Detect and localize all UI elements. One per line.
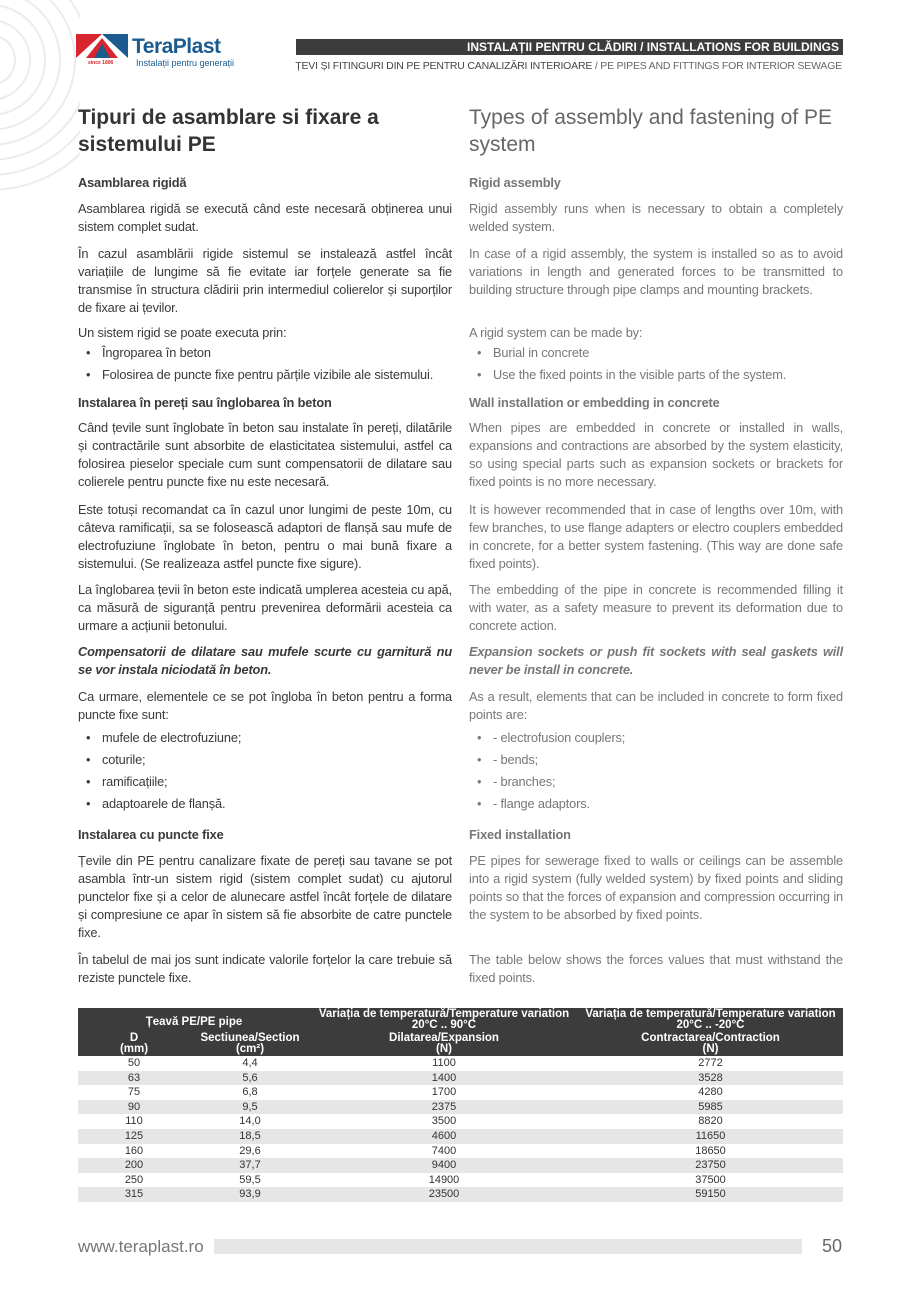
paragraph: Asamblarea rigidă se execută când este necesară obținerea unui sistem complet sudat. [78, 201, 452, 234]
brand-name: TeraPlast [132, 35, 221, 58]
cell-expansion: 3500 [431, 1115, 457, 1128]
page-title-en: Types of assembly and fastening of PE system [469, 106, 833, 156]
list-item: • Folosirea de puncte fixe pentru părțile vizibile ale sistemului. [78, 364, 452, 386]
bullet-list [78, 727, 452, 815]
list-item: • ramificațiile; [78, 771, 452, 793]
cell-section: 59,5 [239, 1173, 261, 1186]
paragraph: In case of a rigid assembly, the system is installed so as to avoid variations in length and generated forces to be transmitted to building structure through pipe clamps and mounting brackets. [469, 246, 843, 297]
decorative-arcs [0, 0, 80, 200]
paragraph: The table below shows the forces values that must withstand the fixed points. [469, 952, 843, 985]
table-row [78, 1071, 843, 1086]
cell-diameter: 50 [127, 1057, 141, 1069]
page-title-ro: Tipuri de asamblare si fixare a sistemului PE [78, 106, 379, 156]
subtitle-en: / PE PIPES AND FITTINGS FOR INTERIOR SEWAGE [592, 60, 842, 72]
table-row [78, 1100, 843, 1115]
header-text: D [129, 1032, 139, 1044]
cell-diameter: 200 [78, 1158, 190, 1173]
header-section [190, 1032, 310, 1056]
header-temp-contraction [578, 1008, 843, 1032]
bullet-list [78, 342, 452, 386]
list-item: • coturile; [78, 749, 452, 771]
header-unit: (mm) [119, 1043, 149, 1055]
header-temp-expansion [310, 1008, 578, 1032]
subheading-rigid-ro: Asamblarea rigidă [78, 175, 187, 190]
cell-section: 6,8 [242, 1086, 258, 1099]
warning-note: Compensatorii de dilatare sau mufele scurte cu garnitură nu se vor instala niciodată în beton. [78, 644, 452, 677]
cell-expansion: 23500 [310, 1187, 578, 1202]
subheading-rigid-en: Rigid assembly [469, 175, 561, 190]
list-item: • - flange adaptors. [469, 793, 843, 815]
paragraph: În tabelul de mai jos sunt indicate valorile forțelor la care trebuie să reziste punctele fixe. [78, 952, 452, 985]
paragraph: În cazul asamblării rigide sistemul se instalează astfel încât variațiile de lungime să fie evitate iar forțele generate sa fie transmise în structura clădirii prin intermediul colierelor și suporților de fixare ai țevilor. [78, 246, 452, 315]
list-item: • adaptoarele de flanșă. [78, 793, 452, 815]
list-item: • - electrofusion couplers; [469, 727, 843, 749]
footer-bar [214, 1239, 802, 1254]
table-row [78, 1158, 843, 1173]
header-expansion [310, 1032, 578, 1056]
cell-diameter: 160 [124, 1144, 144, 1157]
list-item: • - branches; [469, 771, 843, 793]
cell-expansion: 1100 [432, 1057, 456, 1069]
cell-section: 37,7 [190, 1158, 310, 1173]
cell-section: 5,6 [190, 1071, 310, 1086]
paragraph: Ca urmare, elementele ce se pot îngloba în beton pentru a forma puncte fixe sunt: [78, 689, 452, 722]
header-unit: (N) [702, 1043, 719, 1055]
list-item: • Îngroparea în beton [78, 342, 452, 364]
cell-contraction: 8820 [698, 1115, 723, 1128]
cell-expansion: 9400 [310, 1158, 578, 1173]
page-number: 50 [822, 1236, 843, 1256]
bullet-list [469, 342, 843, 386]
logo-since: since 1896 [88, 60, 114, 66]
paragraph: PE pipes for sewerage fixed to walls or ceilings can be assemble into a rigid system (fully welded system) by fixed points and sliding points so that the forces of expansion and compression occurring in the system to be absorbed by fixed points. [469, 853, 843, 922]
subheading-fixed-en: Fixed installation [469, 827, 571, 842]
table-row [78, 1114, 843, 1129]
cell-contraction: 4280 [698, 1086, 723, 1099]
header-unit: (cm²) [235, 1043, 265, 1055]
header-text: Variația de temperatură/Temperature variation [318, 1008, 570, 1020]
table-body [78, 1056, 843, 1202]
warning-note: Expansion sockets or push fit sockets with seal gaskets will never be install in concrete. [469, 644, 843, 677]
cell-diameter: 63 [78, 1071, 190, 1086]
list-item: • mufele de electrofuziune; [78, 727, 452, 749]
subheading-wall-ro: Instalarea în pereți sau înglobarea în beton [78, 395, 332, 410]
cell-expansion: 1400 [310, 1071, 578, 1086]
list-item: • - bends; [469, 749, 843, 771]
cell-section: 9,5 [190, 1100, 310, 1115]
cell-diameter: 110 [125, 1115, 143, 1128]
cell-diameter: 250 [124, 1173, 144, 1186]
subheading-wall-en: Wall installation or embedding in concrete [469, 395, 720, 410]
cell-contraction: 3528 [578, 1071, 843, 1086]
paragraph: La înglobarea țevii în beton este indicată umplerea acesteia cu apă, ca măsură de siguranță pentru prevenirea deformării acesteia ca urmare a acțiunii betonului. [78, 582, 452, 633]
header-diameter [78, 1032, 190, 1056]
header-text: Variația de temperatură/Temperature variation [585, 1008, 836, 1020]
cell-contraction: 18650 [695, 1144, 726, 1157]
list-item: • Use the fixed points in the visible parts of the system. [469, 364, 843, 386]
cell-section: 29,6 [239, 1144, 261, 1157]
header-text: Contractarea/Contraction [641, 1032, 780, 1044]
cell-contraction: 5985 [578, 1100, 843, 1115]
fixed-point-forces-table [78, 1008, 843, 1202]
table-row [78, 1173, 843, 1188]
cell-section: 14,0 [239, 1115, 261, 1128]
section-header: INSTALAȚII PENTRU CLĂDIRI / INSTALLATIONS FOR BUILDINGS [296, 39, 843, 55]
paragraph: As a result, elements that can be included in concrete to form fixed points are: [469, 689, 843, 722]
header-pipe: Țeavă PE/PE pipe [78, 1008, 310, 1032]
footer-url[interactable]: www.teraplast.ro [78, 1237, 204, 1256]
paragraph: Rigid assembly runs when is necessary to obtain a completely welded system. [469, 201, 843, 234]
cell-contraction: 37500 [695, 1173, 726, 1186]
header-text: Sectiunea/Section [200, 1032, 300, 1044]
paragraph: Un sistem rigid se poate executa prin: [78, 325, 287, 340]
header-unit: (N) [436, 1043, 452, 1055]
subtitle-ro: ȚEVI ȘI FITINGURI DIN PE PENTRU CANALIZĂRI INTERIOARE [295, 60, 593, 72]
table-row [78, 1056, 843, 1071]
paragraph: A rigid system can be made by: [469, 325, 643, 340]
subheading-fixed-ro: Instalarea cu puncte fixe [78, 827, 224, 842]
paragraph: It is however recommended that in case of lengths over 10m, with few branches, to use flange adapters or electro couplers embedded in concrete, for a better system fastening. (This way are done safe fixed points). [469, 502, 843, 571]
section-subtitle [295, 60, 842, 72]
cell-diameter: 125 [78, 1129, 190, 1144]
cell-expansion: 2375 [310, 1100, 578, 1115]
header-range: 20°C .. -20°C [676, 1019, 745, 1031]
cell-expansion: 14900 [428, 1173, 460, 1186]
cell-contraction: 11650 [578, 1129, 843, 1144]
cell-section: 18,5 [190, 1129, 310, 1144]
table-row [78, 1187, 843, 1202]
paragraph: The embedding of the pipe in concrete is recommended filling it with water, as a safety measure to prevent its deformation due to concrete action. [469, 582, 843, 633]
table-row [78, 1144, 843, 1159]
header-text: Dilatarea/Expansion [389, 1032, 499, 1044]
cell-contraction: 2772 [698, 1057, 723, 1069]
paragraph: Țevile din PE pentru canalizare fixate de pereți sau tavane se pot asambla într-un sistem rigid (sistem complet sudat) cu ajutorul punctelor fixe și a celor de alunecare astfel încât forțele de dilatare și compresiune ce apar în sistem să fie absorbite de catre punctele fixe. [78, 853, 452, 940]
brand-tagline: Instalații pentru generații [136, 58, 235, 68]
teraplast-logo [76, 34, 246, 70]
cell-expansion: 4600 [310, 1129, 578, 1144]
cell-contraction: 59150 [578, 1187, 843, 1202]
cell-section: 4,4 [242, 1057, 258, 1069]
table-row [78, 1085, 843, 1100]
cell-expansion: 1700 [431, 1086, 457, 1099]
paragraph: Când țevile sunt înglobate în beton sau instalate în pereți, dilatările și contractările sunt absorbite de elasticitatea sistemului, astfel ca folosirea pieselor speciale cum sunt compensatorii de dilatare sau colierele pentru puncte fixe nu este necesară. [78, 420, 452, 489]
cell-diameter: 90 [78, 1100, 190, 1115]
list-item: • Burial in concrete [469, 342, 843, 364]
header-range: 20°C .. 90°C [411, 1019, 477, 1031]
cell-expansion: 7400 [431, 1144, 457, 1157]
paragraph: When pipes are embedded in concrete or installed in walls, expansions and contractions are absorbed by the system elasticity, so using special parts such as expansion sockets or brackets for fixed points is no more necessary. [469, 420, 843, 489]
bullet-list [469, 727, 843, 815]
cell-diameter: 315 [78, 1187, 190, 1202]
paragraph: Este totuși recomandat ca în cazul unor lungimi de peste 10m, cu câteva ramificații, sa se folosească adaptori de flanșă sau mufe de electrofuziune înglobate în beton, pentru o mai bună fixare a sistemului. (Se realizeaza astfel puncte fixe sigure). [78, 502, 452, 571]
cell-contraction: 23750 [578, 1158, 843, 1173]
cell-diameter: 75 [127, 1086, 141, 1099]
cell-section: 93,9 [190, 1187, 310, 1202]
header-contraction [578, 1032, 843, 1056]
table-row [78, 1129, 843, 1144]
